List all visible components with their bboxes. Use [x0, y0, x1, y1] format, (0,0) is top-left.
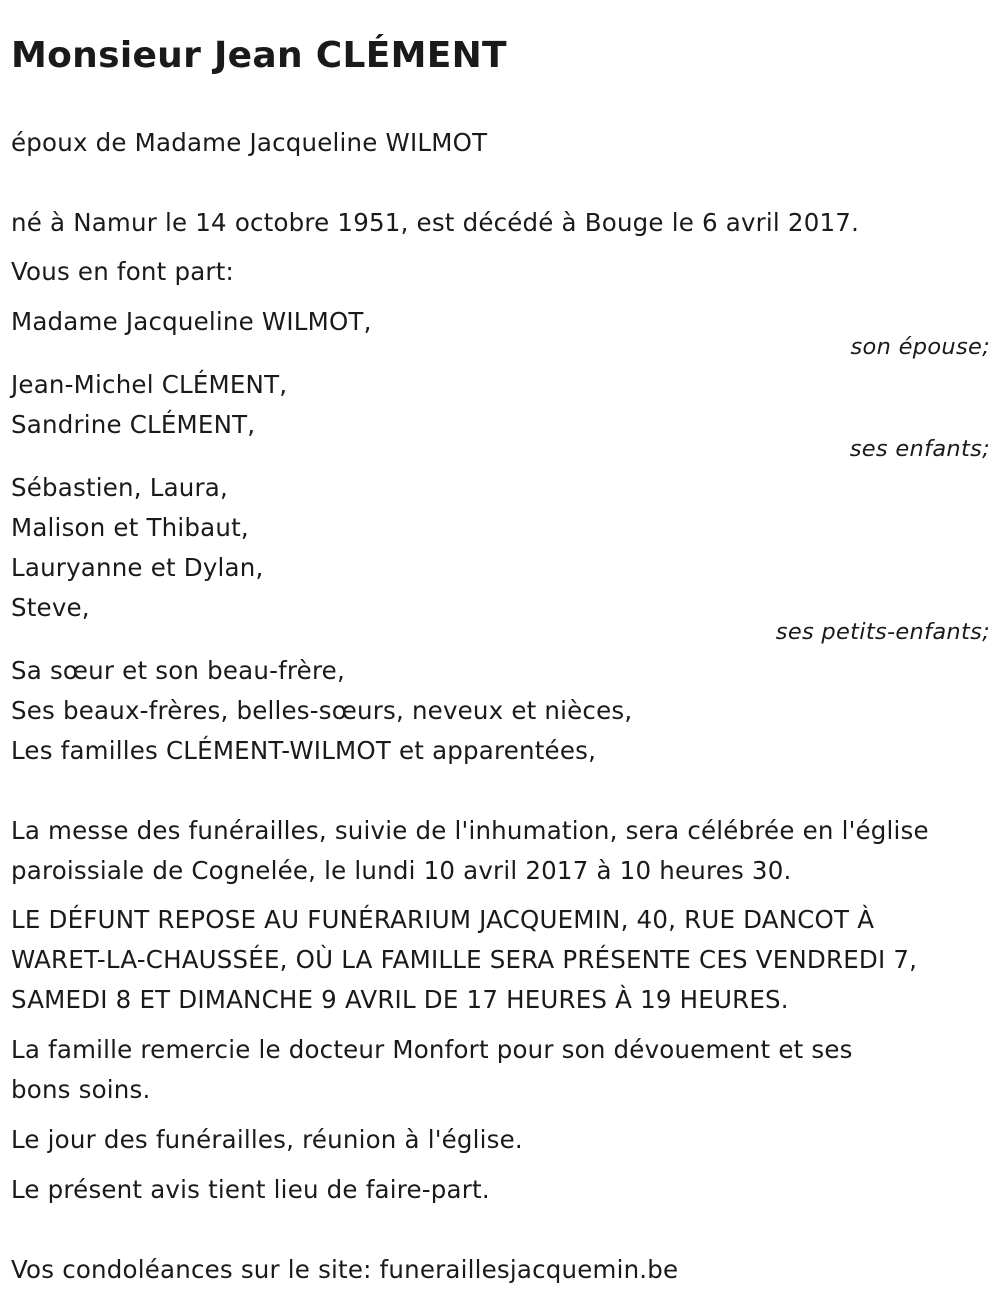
child-name: Jean-Michel CLÉMENT,	[11, 370, 288, 399]
other-family-line: Les familles CLÉMENT-WILMOT et apparentées,	[11, 736, 597, 765]
grandchild-name: Sébastien, Laura,	[11, 473, 229, 502]
mass-line: paroissiale de Cognelée, le lundi 10 avril 2017 à 10 heures 30.	[11, 856, 792, 885]
spouse-name: Madame Jacqueline WILMOT,	[11, 307, 372, 336]
mass-line: La messe des funérailles, suivie de l'inhumation, sera célébrée en l'église	[11, 816, 929, 845]
meeting-line: Le jour des funérailles, réunion à l'église.	[11, 1125, 523, 1154]
child-name: Sandrine CLÉMENT,	[11, 410, 256, 439]
grandchild-name: Steve,	[11, 593, 90, 622]
page-title: Monsieur Jean CLÉMENT	[11, 35, 507, 76]
notice-line: Le présent avis tient lieu de faire-part.	[11, 1175, 490, 1204]
thanks-line: bons soins.	[11, 1075, 151, 1104]
condolences-line: Vos condoléances sur le site: funeraillesjacquemin.be	[11, 1255, 679, 1284]
grandchildren-role: ses petits-enfants;	[775, 619, 990, 645]
funeral-home-line: SAMEDI 8 ET DIMANCHE 9 AVRIL DE 17 HEURES À 19 HEURES.	[11, 985, 789, 1014]
funeral-home-line: LE DÉFUNT REPOSE AU FUNÉRARIUM JACQUEMIN, 40, RUE DANCOT À	[11, 905, 875, 934]
grandchild-name: Malison et Thibaut,	[11, 513, 249, 542]
other-family-line: Sa sœur et son beau-frère,	[11, 656, 345, 685]
other-family-line: Ses beaux-frères, belles-sœurs, neveux et nièces,	[11, 696, 633, 725]
spouse-role: son épouse;	[850, 334, 990, 360]
birth-death-line: né à Namur le 14 octobre 1951, est décédé à Bouge le 6 avril 2017.	[11, 208, 860, 237]
intro-line: Vous en font part:	[11, 257, 234, 286]
thanks-line: La famille remercie le docteur Monfort pour son dévouement et ses	[11, 1035, 853, 1064]
spouse-line: époux de Madame Jacqueline WILMOT	[11, 128, 488, 157]
children-role: ses enfants;	[849, 436, 990, 462]
grandchild-name: Lauryanne et Dylan,	[11, 553, 264, 582]
funeral-home-line: WARET-LA-CHAUSSÉE, OÙ LA FAMILLE SERA PRÉSENTE CES VENDREDI 7,	[11, 945, 918, 974]
